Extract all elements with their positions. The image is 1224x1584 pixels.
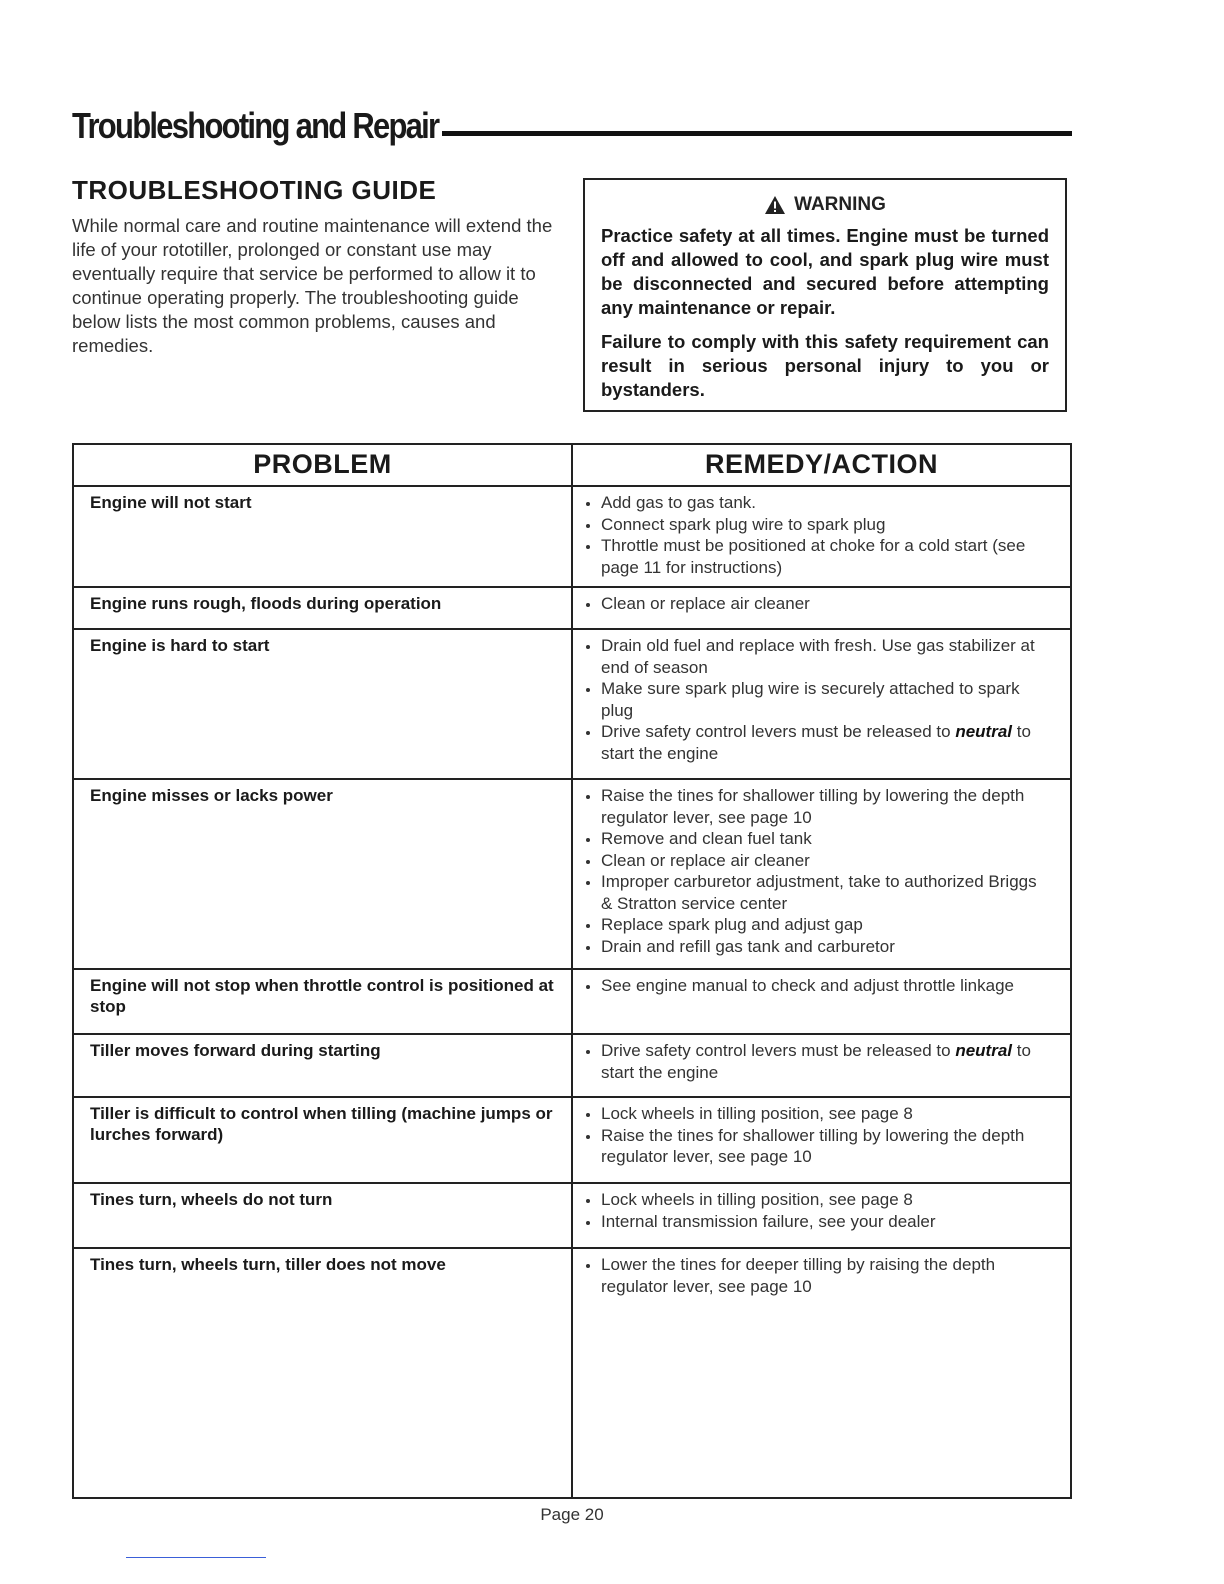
remedy-cell bbox=[572, 1034, 1071, 1097]
emphasis-neutral: neutral bbox=[955, 722, 1013, 741]
remedy-item: • Make sure spark plug wire is securely attached to spark plug bbox=[601, 678, 1050, 721]
remedy-item: • Remove and clean fuel tank bbox=[601, 828, 1050, 850]
problem-cell: Tiller is difficult to control when tilling (machine jumps or lurches forward) bbox=[73, 1097, 572, 1183]
remedy-list bbox=[583, 1103, 1050, 1168]
table-header-row bbox=[73, 444, 1071, 486]
remedy-item: • Replace spark plug and adjust gap bbox=[601, 914, 1050, 936]
problem-cell: Engine will not start bbox=[73, 486, 572, 587]
remedy-item: • See engine manual to check and adjust throttle linkage bbox=[601, 975, 1050, 997]
warning-paragraph-1: Practice safety at all times. Engine must be turned off and allowed to cool, and spark plug wire must be disconnected and secured before attempting any maintenance or repair. bbox=[601, 225, 1049, 318]
remedy-item: • Drive safety control levers must be released to neutral to start the engine bbox=[601, 1040, 1050, 1083]
remedy-cell bbox=[572, 486, 1071, 587]
remedy-cell bbox=[572, 629, 1071, 779]
problem-cell: Tines turn, wheels turn, tiller does not move bbox=[73, 1248, 572, 1498]
section-heading: TROUBLESHOOTING GUIDE bbox=[72, 175, 437, 205]
table-row bbox=[73, 629, 1071, 779]
remedy-item: • Lock wheels in tilling position, see page 8 bbox=[601, 1103, 1050, 1125]
remedy-item: • Drain old fuel and replace with fresh. Use gas stabilizer at end of season bbox=[601, 635, 1050, 678]
emphasis-neutral: neutral bbox=[955, 1041, 1013, 1060]
problem-cell: Engine is hard to start bbox=[73, 629, 572, 779]
problem-cell: Tines turn, wheels do not turn bbox=[73, 1183, 572, 1248]
remedy-cell bbox=[572, 587, 1071, 629]
remedy-list bbox=[583, 1189, 1050, 1232]
remedy-item: • Lower the tines for deeper tilling by raising the depth regulator lever, see page 10 bbox=[601, 1254, 1050, 1297]
remedy-item: • Clean or replace air cleaner bbox=[601, 850, 1050, 872]
remedy-item: • Lock wheels in tilling position, see page 8 bbox=[601, 1189, 1050, 1211]
remedy-list bbox=[583, 1254, 1050, 1297]
remedy-item: • Raise the tines for shallower tilling by lowering the depth regulator lever, see page 10 bbox=[601, 1125, 1050, 1168]
remedy-cell bbox=[572, 1248, 1071, 1498]
table-row bbox=[73, 1034, 1071, 1097]
title-rule bbox=[442, 131, 1072, 136]
remedy-list bbox=[583, 492, 1050, 578]
problem-cell: Engine runs rough, floods during operation bbox=[73, 587, 572, 629]
remedy-item: • Add gas to gas tank. bbox=[601, 492, 1050, 514]
remedy-cell bbox=[572, 779, 1071, 969]
warning-box bbox=[583, 178, 1067, 412]
remedy-item: • Internal transmission failure, see your dealer bbox=[601, 1211, 1050, 1233]
problem-cell: Engine will not stop when throttle control is positioned at stop bbox=[73, 969, 572, 1034]
remedy-item: • Improper carburetor adjustment, take to authorized Briggs & Stratton service center bbox=[601, 871, 1050, 914]
remedy-list bbox=[583, 635, 1050, 764]
page-header bbox=[72, 98, 1072, 144]
table-row bbox=[73, 486, 1071, 587]
troubleshooting-table bbox=[72, 443, 1072, 1499]
warning-header bbox=[601, 194, 1049, 216]
remedy-cell bbox=[572, 969, 1071, 1034]
problem-column-header: PROBLEM bbox=[73, 444, 572, 486]
remedy-cell bbox=[572, 1183, 1071, 1248]
footer-line bbox=[126, 1557, 266, 1558]
table-row bbox=[73, 1183, 1071, 1248]
table-row bbox=[73, 779, 1071, 969]
table-row bbox=[73, 1097, 1071, 1183]
table-row bbox=[73, 969, 1071, 1034]
page-number: Page 20 bbox=[540, 1505, 604, 1524]
remedy-list bbox=[583, 1040, 1050, 1083]
table-row bbox=[73, 1248, 1071, 1498]
remedy-item: • Drain and refill gas tank and carburetor bbox=[601, 936, 1050, 958]
remedy-column-header: REMEDY/ACTION bbox=[572, 444, 1071, 486]
warning-triangle-icon bbox=[764, 195, 786, 215]
remedy-list bbox=[583, 975, 1050, 997]
table-row bbox=[73, 587, 1071, 629]
remedy-item: • Connect spark plug wire to spark plug bbox=[601, 514, 1050, 536]
problem-cell: Engine misses or lacks power bbox=[73, 779, 572, 969]
remedy-item: • Raise the tines for shallower tilling by lowering the depth regulator lever, see page 10 bbox=[601, 785, 1050, 828]
intro-paragraph: While normal care and routine maintenance will extend the life of your rototiller, prolonged or constant use may eventually require that service be performed to allow it to continue operating properly. The troubleshooting guide below lists the most common problems, causes and remedies. bbox=[72, 215, 553, 356]
page-title: Troubleshooting and Repair bbox=[72, 105, 439, 146]
remedy-list bbox=[583, 785, 1050, 957]
problem-cell: Tiller moves forward during starting bbox=[73, 1034, 572, 1097]
remedy-item: • Throttle must be positioned at choke for a cold start (see page 11 for instructions) bbox=[601, 535, 1050, 578]
remedy-item: • Drive safety control levers must be released to neutral to start the engine bbox=[601, 721, 1050, 764]
remedy-cell bbox=[572, 1097, 1071, 1183]
remedy-item: • Clean or replace air cleaner bbox=[601, 593, 1050, 615]
warning-label: WARNING bbox=[794, 194, 886, 215]
warning-paragraph-2: Failure to comply with this safety requirement can result in serious personal injury to you or bystanders. bbox=[601, 331, 1049, 400]
remedy-list bbox=[583, 593, 1050, 615]
